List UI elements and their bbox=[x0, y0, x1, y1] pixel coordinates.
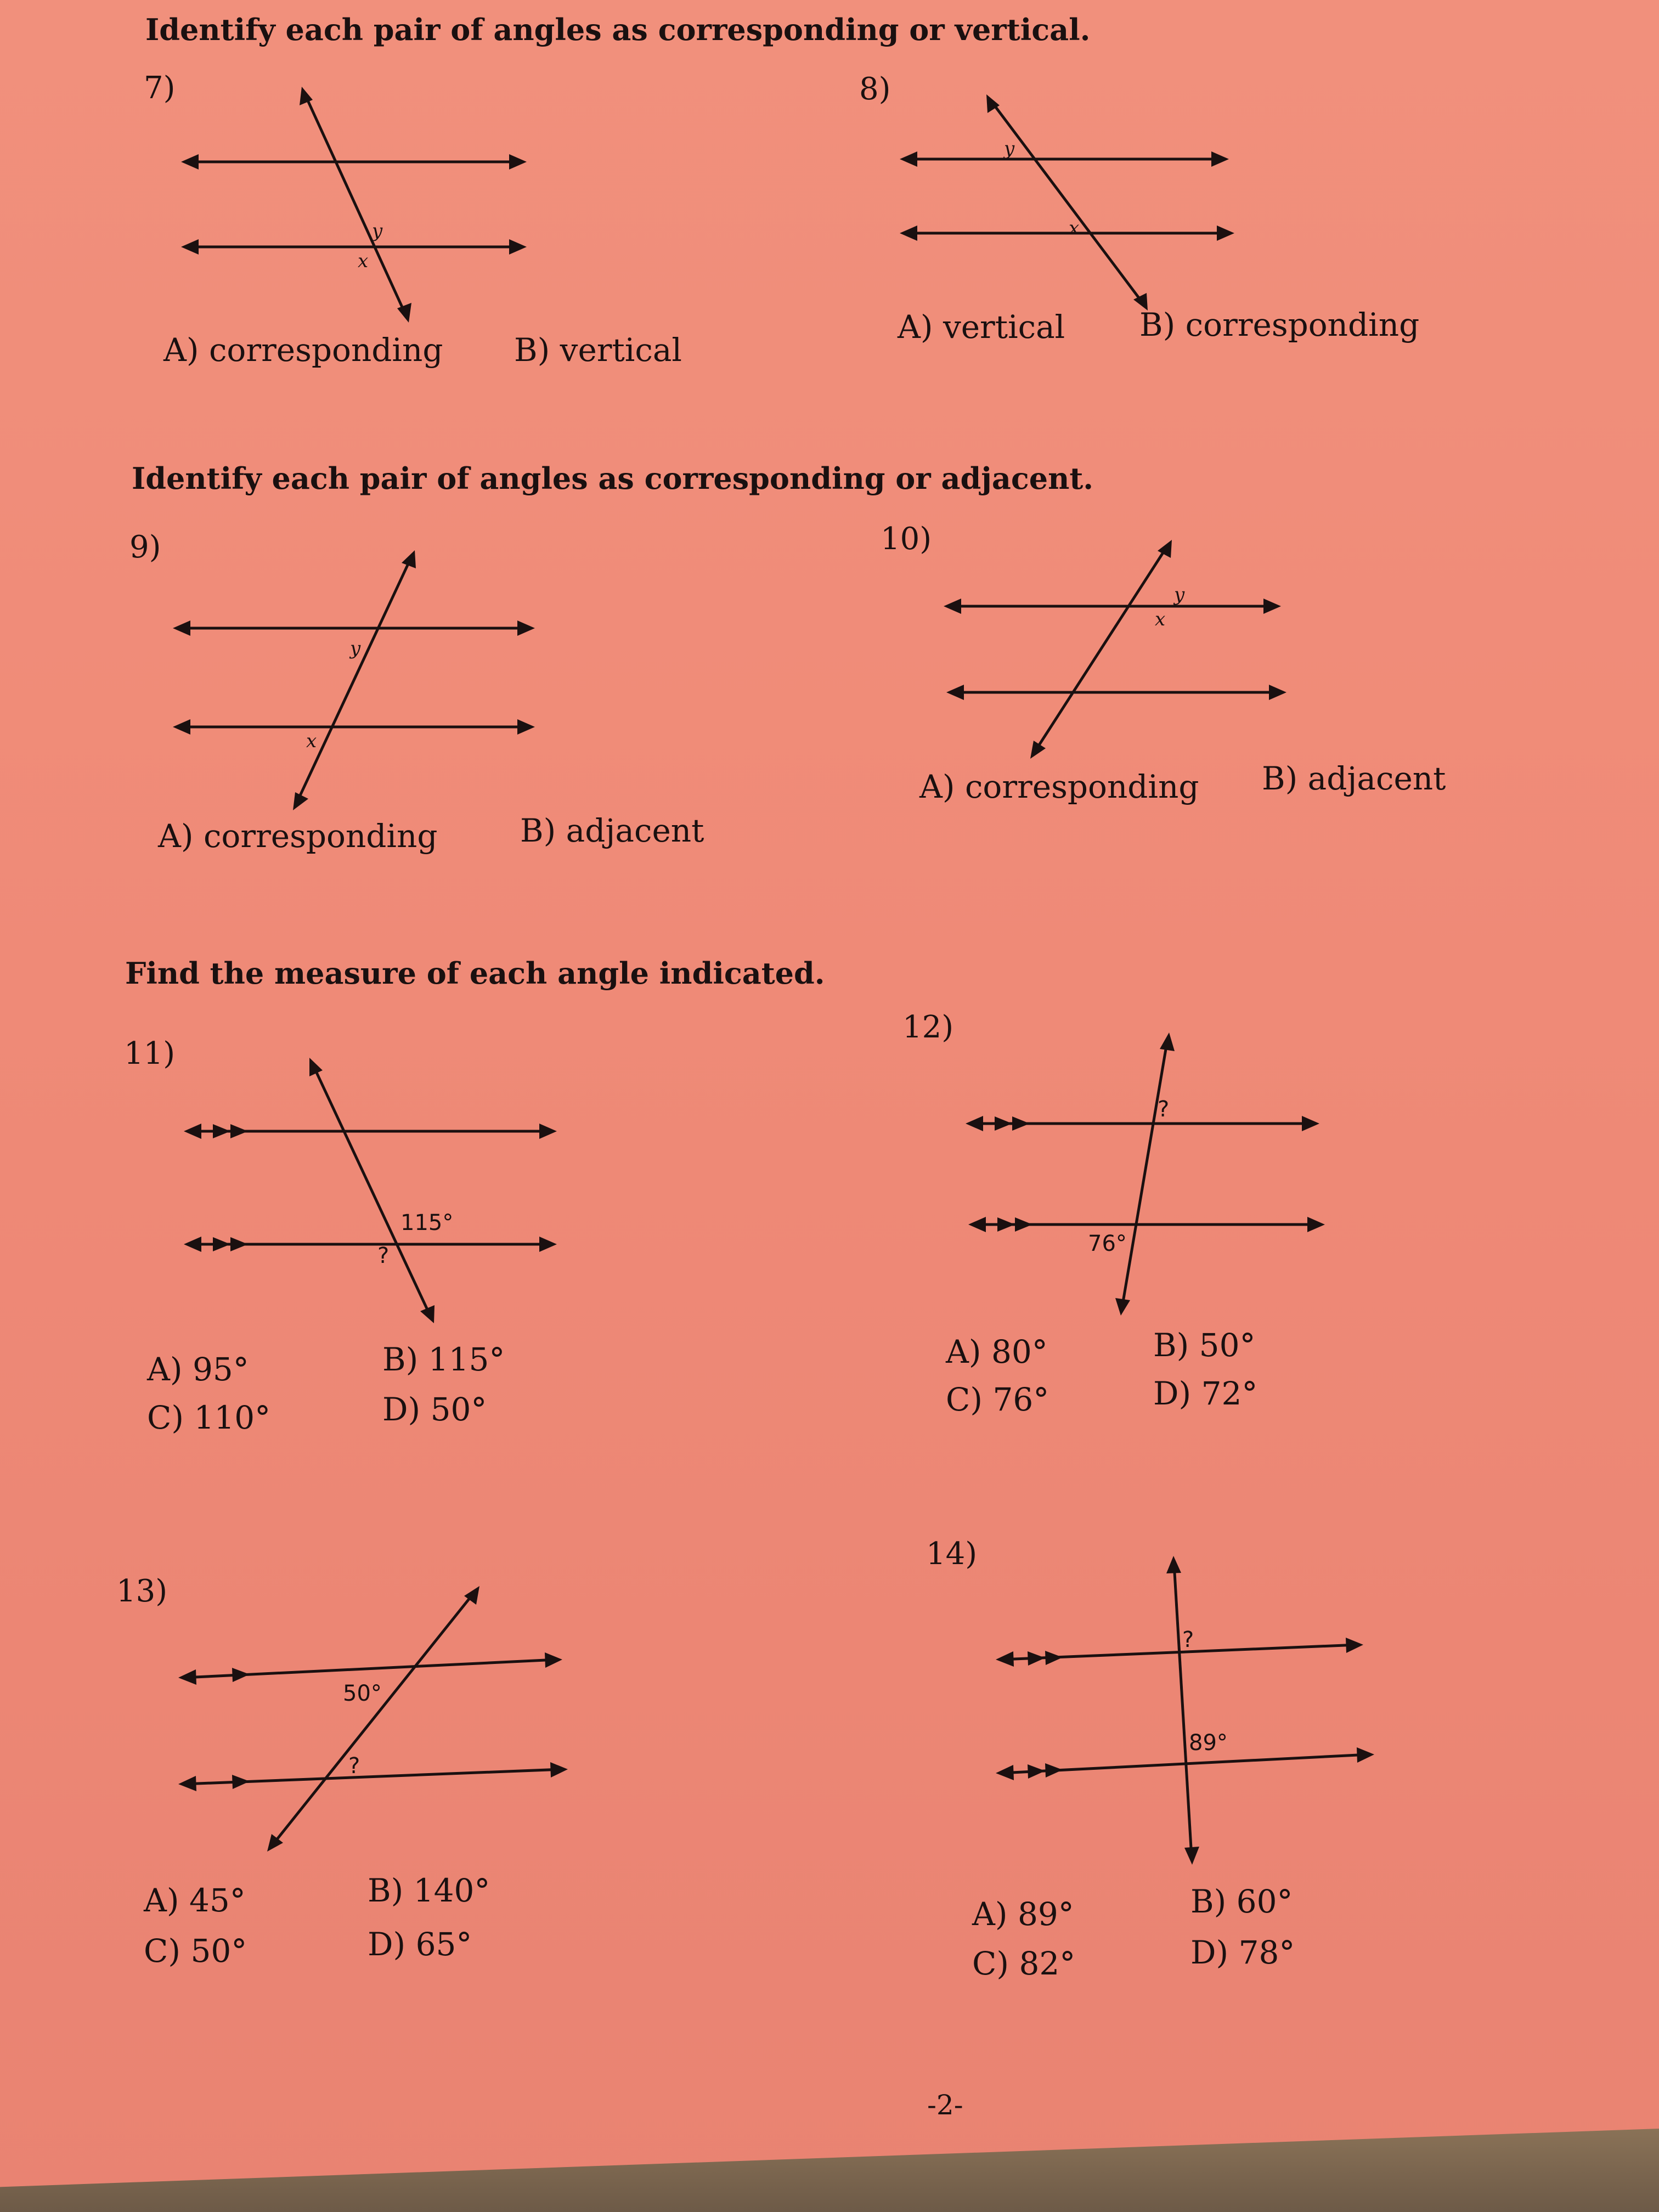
problem-13-option-a: A) 45° bbox=[144, 1882, 246, 1919]
problem-12-option-b: B) 50° bbox=[1153, 1327, 1256, 1364]
problem-11-angle-given: 115° bbox=[400, 1210, 454, 1235]
problem-13-angle-unknown: ? bbox=[348, 1753, 360, 1779]
problem-14-angle-given: 89° bbox=[1189, 1730, 1228, 1756]
page-number: -2- bbox=[927, 2089, 963, 2121]
problem-14-option-d: D) 78° bbox=[1190, 1934, 1295, 1971]
problem-14-number: 14) bbox=[926, 1536, 978, 1572]
problem-7-option-b: B) vertical bbox=[514, 331, 682, 369]
problem-12-option-a: A) 80° bbox=[946, 1333, 1048, 1370]
problem-12-number: 12) bbox=[902, 1009, 954, 1045]
problem-8-label-y: y bbox=[1004, 138, 1015, 160]
section-heading-adjacent: Identify each pair of angles as corresponding or adjacent. bbox=[132, 461, 1094, 496]
problem-14-angle-unknown: ? bbox=[1182, 1627, 1194, 1652]
problem-14-option-c: C) 82° bbox=[972, 1945, 1076, 1982]
problem-12-option-c: C) 76° bbox=[946, 1381, 1049, 1418]
problem-7-option-a: A) corresponding bbox=[163, 331, 443, 369]
problem-8-label-x: x bbox=[1069, 217, 1080, 239]
problem-11-number: 11) bbox=[124, 1036, 176, 1071]
problem-13-option-b: B) 140° bbox=[368, 1872, 490, 1909]
problem-9-number: 9) bbox=[129, 529, 161, 565]
problem-13-option-c: C) 50° bbox=[144, 1932, 247, 1970]
problem-7-label-y: y bbox=[372, 220, 383, 242]
problem-11-angle-unknown: ? bbox=[377, 1243, 390, 1268]
problem-12-option-d: D) 72° bbox=[1153, 1375, 1258, 1412]
problem-12-angle-given: 76° bbox=[1088, 1231, 1127, 1256]
section-heading-vertical: Identify each pair of angles as corresponding or vertical. bbox=[145, 12, 1091, 47]
problem-9-label-y: y bbox=[350, 637, 361, 659]
problem-9-label-x: x bbox=[306, 730, 317, 752]
problem-14-option-a: A) 89° bbox=[972, 1895, 1074, 1933]
problem-8-option-b: B) corresponding bbox=[1139, 306, 1420, 343]
problem-11-option-a: A) 95° bbox=[147, 1351, 249, 1388]
problem-10-label-y: y bbox=[1174, 584, 1185, 606]
problem-13-number: 13) bbox=[116, 1573, 168, 1609]
problem-11-option-c: C) 110° bbox=[147, 1399, 271, 1436]
problem-11-option-b: B) 115° bbox=[382, 1341, 505, 1378]
problem-12-angle-unknown: ? bbox=[1158, 1097, 1170, 1122]
problem-10-label-x: x bbox=[1155, 608, 1166, 630]
problem-8-number: 8) bbox=[859, 71, 891, 107]
problem-13-option-d: D) 65° bbox=[368, 1926, 472, 1963]
problem-14-option-b: B) 60° bbox=[1190, 1883, 1293, 1920]
problem-10-option-b: B) adjacent bbox=[1262, 760, 1446, 797]
problem-9-option-a: A) corresponding bbox=[158, 817, 438, 855]
problem-13-angle-given: 50° bbox=[343, 1681, 382, 1706]
section-heading-measure: Find the measure of each angle indicated. bbox=[125, 956, 825, 991]
problem-7-number: 7) bbox=[144, 70, 176, 106]
problem-9-option-b: B) adjacent bbox=[520, 812, 704, 849]
problem-8-option-a: A) vertical bbox=[898, 308, 1065, 346]
problem-10-option-a: A) corresponding bbox=[919, 768, 1199, 805]
problem-11-option-d: D) 50° bbox=[382, 1391, 487, 1428]
problem-7-label-x: x bbox=[358, 250, 369, 272]
problem-10-number: 10) bbox=[881, 521, 932, 557]
